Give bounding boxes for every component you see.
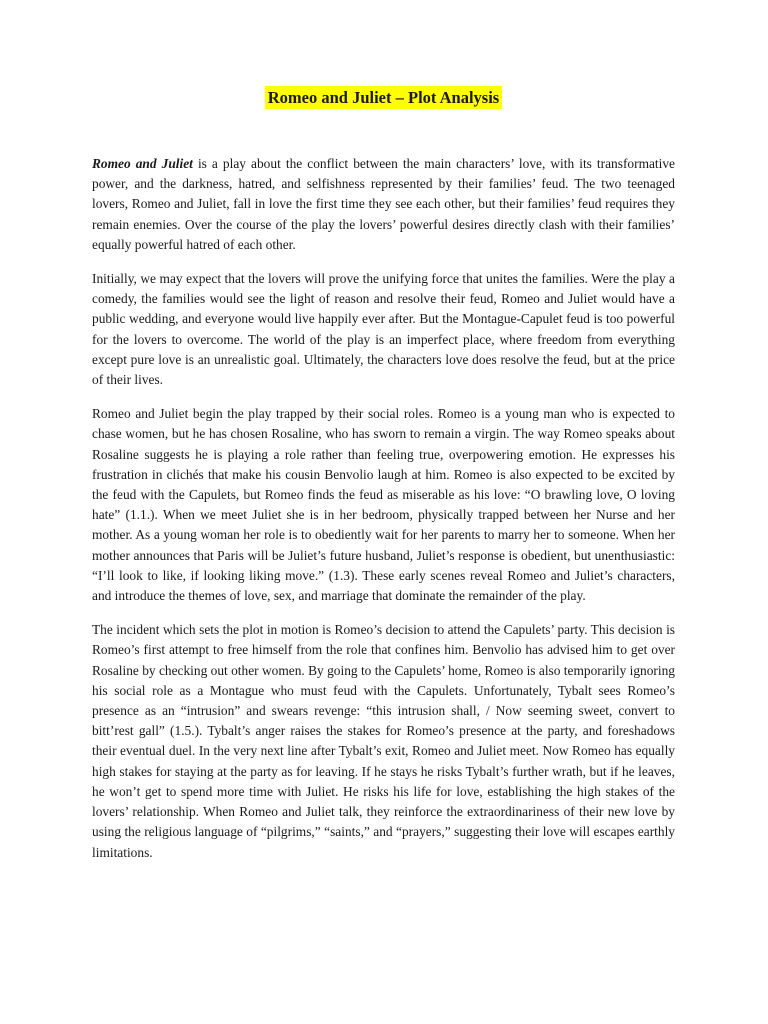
title-container	[92, 86, 675, 109]
paragraph-1	[92, 154, 675, 255]
paragraph-text: is a play about the conflict between the main characters’ love, with its transformative power, and the darkness, hatred, and selfishness represented by their families’ feud. The two teenaged lovers, Romeo and Juliet, fall in love the first time they see each other, but their families’ feud requires they remain enemies. Over the course of the play the lovers’ powerful desires directly clash with their families’ equally powerful hatred of each other.	[92, 156, 676, 252]
paragraph-2: Initially, we may expect that the lovers will prove the unifying force that unites the families. Were the play a comedy, the families would see the light of reason and resolve their feud, Romeo and Juliet would have a public wedding, and everyone would live happily ever after. But the Montague-Capulet feud is too powerful for the lovers to overcome. The world of the play is an imperfect place, where freedom from everything except pure love is an unrealistic goal. Ultimately, the characters love does resolve the feud, but at the price of their lives.	[92, 271, 675, 388]
document-title: Romeo and Juliet – Plot Analysis	[265, 86, 502, 109]
paragraph-4: The incident which sets the plot in motion is Romeo’s decision to attend the Capulets’ party. This decision is Romeo’s first attempt to free himself from the role that confines him. Benvolio has advised him to get over Rosaline by checking out other women. By going to the Capulets’ home, Romeo is also temporarily ignoring his social role as a Montague who must feud with the Capulets. Unfortunately, Tybalt sees Romeo’s presence as an “intrusion” and swears revenge: “this intrusion shall, / Now seeming sweet, convert to bitt’rest gall” (1.5.). Tybalt’s anger raises the stakes for Romeo’s presence at the party, and foreshadows their eventual duel. In the very next line after Tybalt’s exit, Romeo and Juliet meet. Now Romeo has equally high stakes for staying at the party as for leaving. If he stays he risks Tybalt’s further wrath, but if he leaves, he won’t get to spend more time with Juliet. He risks his life for love, establishing the high stakes of the lovers’ relationship. When Romeo and Juliet talk, they reinforce the extraordinariness of their new love by using the religious language of “pilgrims,” “saints,” and “prayers,” suggesting their love will escapes earthly limitations.	[92, 622, 675, 860]
document-page	[92, 86, 675, 877]
paragraph-lead-title: Romeo and Juliet	[92, 156, 193, 171]
paragraph-3: Romeo and Juliet begin the play trapped by their social roles. Romeo is a young man who is expected to chase women, but he has chosen Rosaline, who has sworn to remain a virgin. The way Romeo speaks about Rosaline suggests he is playing a role rather than feeling true, overpowering emotion. He expresses his frustration in clichés that make his cousin Benvolio laugh at him. Romeo is also expected to be excited by the feud with the Capulets, but Romeo finds the feud as miserable as his love: “O brawling love, O loving hate” (1.1.). When we meet Juliet she is in her bedroom, physically trapped between her Nurse and her mother. As a young woman her role is to obediently wait for her parents to marry her to someone. When her mother announces that Paris will be Juliet’s future husband, Juliet’s response is obedient, but unenthusiastic: “I’ll look to like, if looking liking move.” (1.3). These early scenes reveal Romeo and Juliet’s characters, and introduce the themes of love, sex, and marriage that dominate the remainder of the play.	[92, 406, 675, 604]
